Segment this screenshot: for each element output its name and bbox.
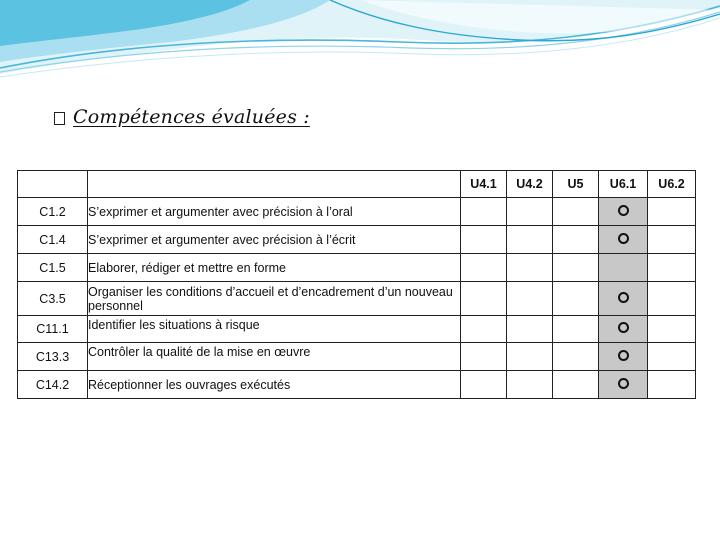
cell-u5 <box>553 343 599 371</box>
column-header: U6.1 <box>599 171 648 198</box>
cell-u41 <box>461 254 507 282</box>
checkbox-bullet-icon <box>54 112 65 125</box>
circle-mark-icon <box>618 292 629 303</box>
cell-u42 <box>507 254 553 282</box>
competences-table <box>17 170 696 399</box>
competence-code: C11.1 <box>18 316 88 343</box>
table-row <box>18 282 696 316</box>
competence-description: Réceptionner les ouvrages exécutés <box>88 371 461 399</box>
column-header: U4.2 <box>507 171 553 198</box>
cell-u42 <box>507 282 553 316</box>
cell-u61 <box>599 198 648 226</box>
cell-u62 <box>648 343 696 371</box>
competence-code: C3.5 <box>18 282 88 316</box>
competence-description: Contrôler la qualité de la mise en œuvre <box>88 343 461 371</box>
cell-u5 <box>553 316 599 343</box>
cell-u42 <box>507 226 553 254</box>
section-heading <box>54 104 310 130</box>
competence-code: C1.5 <box>18 254 88 282</box>
table-row <box>18 226 696 254</box>
cell-u62 <box>648 282 696 316</box>
cell-u5 <box>553 198 599 226</box>
cell-u41 <box>461 371 507 399</box>
table-row <box>18 343 696 371</box>
circle-mark-icon <box>618 350 629 361</box>
cell-u5 <box>553 371 599 399</box>
cell-u41 <box>461 343 507 371</box>
heading-text: Compétences évaluées : <box>73 106 310 128</box>
competence-description: S’exprimer et argumenter avec précision à l’oral <box>88 198 461 226</box>
column-header: U6.2 <box>648 171 696 198</box>
cell-u61 <box>599 282 648 316</box>
competence-code: C13.3 <box>18 343 88 371</box>
circle-mark-icon <box>618 378 629 389</box>
cell-u5 <box>553 254 599 282</box>
competence-code: C1.4 <box>18 226 88 254</box>
cell-u62 <box>648 371 696 399</box>
competence-description: Elaborer, rédiger et mettre en forme <box>88 254 461 282</box>
circle-mark-icon <box>618 205 629 216</box>
competence-code: C14.2 <box>18 371 88 399</box>
cell-u61 <box>599 343 648 371</box>
competence-code: C1.2 <box>18 198 88 226</box>
cell-u61 <box>599 226 648 254</box>
competence-description: S’exprimer et argumenter avec précision à l’écrit <box>88 226 461 254</box>
header-row <box>18 171 696 198</box>
header-empty-cell <box>18 171 88 198</box>
header-empty-cell <box>88 171 461 198</box>
header-wave-decoration <box>0 0 720 110</box>
cell-u62 <box>648 198 696 226</box>
cell-u42 <box>507 316 553 343</box>
cell-u62 <box>648 226 696 254</box>
table-row <box>18 316 696 343</box>
cell-u5 <box>553 282 599 316</box>
circle-mark-icon <box>618 233 629 244</box>
cell-u5 <box>553 226 599 254</box>
cell-u61 <box>599 254 648 282</box>
cell-u61 <box>599 371 648 399</box>
table-row <box>18 198 696 226</box>
cell-u61 <box>599 316 648 343</box>
column-header: U4.1 <box>461 171 507 198</box>
cell-u41 <box>461 282 507 316</box>
cell-u41 <box>461 226 507 254</box>
cell-u41 <box>461 316 507 343</box>
cell-u42 <box>507 371 553 399</box>
cell-u62 <box>648 254 696 282</box>
competence-description: Organiser les conditions d’accueil et d’encadrement d’un nouveau personnel <box>88 282 461 316</box>
cell-u41 <box>461 198 507 226</box>
competence-description: Identifier les situations à risque <box>88 316 461 343</box>
cell-u62 <box>648 316 696 343</box>
column-header: U5 <box>553 171 599 198</box>
circle-mark-icon <box>618 322 629 333</box>
cell-u42 <box>507 198 553 226</box>
table-row <box>18 371 696 399</box>
cell-u42 <box>507 343 553 371</box>
table-row <box>18 254 696 282</box>
